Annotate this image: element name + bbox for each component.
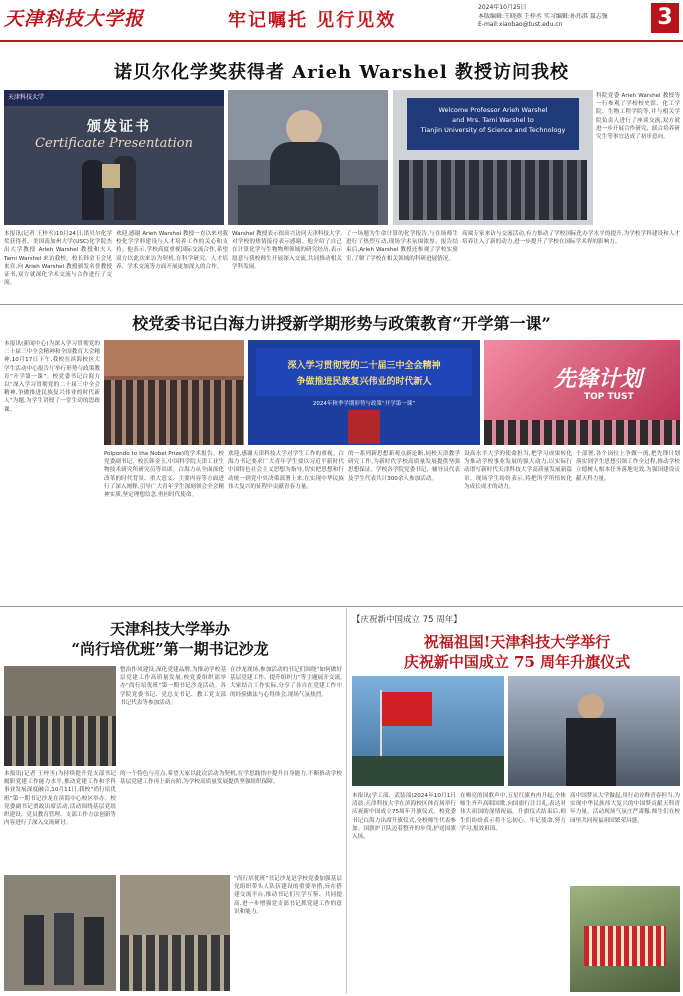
podium: [238, 185, 378, 225]
page-number: 3: [651, 3, 679, 33]
lectern: [348, 410, 380, 444]
article4-col1: 本报讯(学工部、武装部)2024年10月1日清晨,天津科技大学在滨海校区体育场举行庆祝新中国成立75周年升旗仪式。校党委书记白海力出席升旗仪式,全校师生代表参加。国旗护卫队迈着整齐的步伐,护送国旗入场。: [352, 793, 456, 841]
article3-photo-left: [4, 875, 116, 991]
article3-col3: 的一个特色与亮点,希望大家以此次活动为契机,在学思践悟中提升自身能力,不断推动学校基层党建工作再上新台阶,为学校高质量发展提供坚强组织保障。: [120, 771, 342, 786]
article1-title: 诺贝尔化学奖获得者 Arieh Warshel 教授访问我校: [114, 62, 569, 83]
article4-photo-speaker: [508, 676, 680, 786]
certificate-frame-icon: [102, 164, 120, 188]
article3-body-right: “尚行培优班”书记沙龙是学校党委加强基层党组织带头人队伍建设的重要举措,旨在搭建交流平台,推动书记们互学互鉴、共同提高,进一步增强党支部书记抓党建工作的意识和能力。: [234, 876, 342, 915]
article2-lead: 本报讯(新闻中心)为深入学习贯彻党的二十届三中全会精神和全国教育大会精神,10月17日下午,我校在滨海校区大学生活动中心报告厅举行形势与政策教育“开学第一课”。校党委书记白海力以“深入学习贯彻党的二十届三中全会精神,争做推进民族复兴伟业的时代新人”为题,为学生讲授了一堂生动的思政课。: [4, 341, 100, 413]
article1-col2: 欢迎,感谢 Arieh Warshel 教授一直以来对我校化学学科建设与人才培养工作的关心和支持。他表示,学校高度重视国际交流合作,希望双方以此次来访为契机,在科学研究、人才培养、学术交流等方面开展更加深入的合作。: [116, 231, 228, 270]
article4-tag: 【庆祝新中国成立 75 周年】: [352, 615, 462, 625]
article3-title-line1: 天津科技大学举办: [109, 620, 230, 638]
newspaper-logo: 天津科技大学报: [4, 8, 145, 30]
article1-photo-certificate: [4, 90, 224, 225]
article1-col6: 高端专家来访与交流活动,有力推动了学校国际化办学水平的提升,为学校学科建设和人才培养注入了新的动力,进一步提升了学校在国际学术界的影响力。: [462, 231, 680, 246]
column-divider: [346, 608, 347, 994]
article2-title: 校党委书记白海力讲授新学期形势与政策教育“开学第一课”: [132, 314, 551, 333]
article3-col2: 在沙龙现场,参加活动的书记们围绕“如何做好基层党建工作、提升组织力”等主题展开交流,大家结合工作实际,分享了各自在党建工作中的经验做法与心得体会,现场气氛热烈。: [230, 667, 342, 698]
stage-caption: 2024年秋季学期形势与政策“开学第一课”: [312, 401, 416, 407]
email-line: E-mail:xiaobao@tust.edu.cn: [478, 21, 563, 28]
pioneer-people: [484, 420, 680, 445]
masthead: [0, 0, 683, 40]
stage-screen: 深入学习贯彻党的二十届三中全会精神 争做推进民族复兴伟业的时代新人: [256, 348, 472, 396]
article2-photo-stage: [248, 340, 480, 445]
issue-date: 2024年10月25日: [478, 4, 527, 11]
audience-rows: [104, 380, 244, 445]
article2-photo-audience: [104, 340, 244, 445]
article2-col4: 的一系列新思想新观点新论断,同校天津教学研究工作,为新时代学校高质量发展提供坚强思想保证。学校各学院党委书记、辅导员代表及学生代表共计300余人参加活动。: [348, 451, 460, 482]
student-formation: [584, 926, 666, 966]
masthead-rule: [0, 40, 683, 42]
article4-photo-formation: [570, 886, 680, 992]
article1-col4: 了一场题为生命计算的化学报告,与在场师生进行了热烈互动,现场学术氛围浓厚。报告结束后,Arieh Warshel 教授还参观了学校实验室,了解了学校在相关领域的科研进展情况。: [346, 231, 458, 262]
editors-line: 本版编辑:王晓燕 王梓丞 实习编辑:孙玮淇 聂志强: [478, 12, 608, 20]
page-headline: 牢记嘱托 见行见效: [228, 10, 397, 31]
person-figure: [82, 160, 104, 220]
article3-body-left: 本报讯(记者 王梓丞)为持续提升党支部书记履职党建工作能力水平,推动党建工作和学科事业发展深度融合,10月11日,我校“尚行培优班”第一期书记沙龙在滨海中心校区举办。校党委副书记贾政出席活动,活动围绕基层党组织建设、党员教育管理、支部工作方法创新等内容进行了深入交流研讨。: [4, 771, 116, 827]
article2-col2: Polpondo to the Nobel Prize)的学术报告。校党委副书记、校长韩金玉,中国科学院天津工业生物技术研究所研究员等出席。白海力从全面深化改革的时代背景、重大意义、主要内容等方面进行了深入阐释,引导广大青年学生深刻领会全会精神实质,坚定理想信念,勇担时代使命。: [104, 451, 224, 499]
article3-photo-salon: [4, 666, 116, 766]
certificate-subtitle: Certificate Presentation: [35, 136, 193, 151]
article1-photo-group: [393, 90, 593, 225]
pioneer-title: 先锋计划: [554, 366, 643, 392]
section-divider: [0, 304, 683, 305]
article1-col5: 科院党委 Arieh Warshel 教授等一行参观了学校校史馆、化工学院、生物工程学院等,并与相关学院负责人进行了座谈交流,双方就进一步开展合作研究、联合培养研究生等事宜达成了初步意向。: [596, 93, 680, 141]
section-divider: [0, 606, 683, 607]
speaker-head: [286, 110, 322, 146]
photo-banner-label: 天津科技大学: [8, 94, 45, 101]
welcome-screen: Welcome Professor Arieh Warshel and Mrs. Tami Warshel to Tianjin University of Science and Technology: [407, 98, 579, 150]
article2-col5: 设高水平大学的使命担当,把学习成果转化为推动学校事业发展的强大动力,以实际行动谱写新时代天津科技大学高质量发展新篇章。现场学生纷纷表示,将把所学所悟转化为成长成才的动力。: [464, 451, 572, 490]
certificate-title: 颁发证书: [87, 119, 151, 135]
article4-title-line2: 庆祝新中国成立 75 周年升旗仪式: [403, 653, 631, 671]
article3-intro: 整治作风建设,深化党建品牌,为推动学校基层党建工作高质量发展,校党委组织部举办“尚行培优班”第一期书记沙龙活动。各学院党委书记、党总支书记、教工党支部书记代表等参加活动。: [120, 667, 226, 706]
article4-col2: 在嘹亮的国歌声中,五星红旗冉冉升起,全体师生齐声高唱国歌,向国旗行注目礼,表达对伟大祖国的深情祝福。升旗仪式结束后,师生们纷纷表示将不忘初心、牢记使命,努力学习,报效祖国。: [460, 793, 566, 832]
article1-col3: Warshel 教授表示很高兴访问天津科技大学,对学校的热情接待表示感谢。他介绍了自己在计算化学与生物物理领域的研究经历,表示愿意与我校师生开展深入交流,共同推动相关学科发展。: [232, 231, 342, 270]
masthead-meta: [478, 4, 648, 30]
national-flag-icon: [382, 692, 432, 726]
group-people: [399, 160, 587, 220]
article4-title-line1: 祝福祖国!天津科技大学举行: [423, 633, 611, 651]
article2-col3: 欢迎,感谢天津科技大学对学生工作的重视。白海力书记要求广大青年学生要以习近平新时代中国特色社会主义思想为指导,切实把思想和行动统一到党中央决策部署上来,在实现中华民族伟大复兴的征程中贡献青春力量。: [228, 451, 344, 490]
article1-photo-speaker: [228, 90, 388, 225]
article4-photo-flag: [352, 676, 504, 786]
article1-col1: 本报讯(记者 王梓丞)10月24日,诺贝尔化学奖获得者、美国南加州大学(USC)化学院杰出大学教授 Arieh Warshel 教授和夫人 Tami Warshel 来访我校。校长韩金玉会见来宾,向 Arieh Warshel 教授颁发名誉教授证书,双方就深化学术交流与合作进行了交流。: [4, 231, 112, 287]
article2-col6: 个部署,各个岗位上争做一流,把先锋计划落实到学生思想引领工作全过程,推动学校立德树人根本任务落地见效,为强国建设贡献天科力量。: [576, 451, 680, 482]
article4-col3: 高中国梦从大学做起,用行动诠释青春担当,为实现中华民族伟大复兴的中国梦贡献天科青年力量。活动现场气氛庄严肃穆,师生们在校园里共同祝福祖国繁荣昌盛。: [570, 793, 680, 824]
article2-photo-pioneer: [484, 340, 680, 445]
article3-photo-middle: [120, 875, 230, 991]
article3-title-line2: “尚行培优班”第一期书记沙龙: [71, 640, 269, 658]
pioneer-subtitle: TOP TUST: [584, 392, 634, 402]
